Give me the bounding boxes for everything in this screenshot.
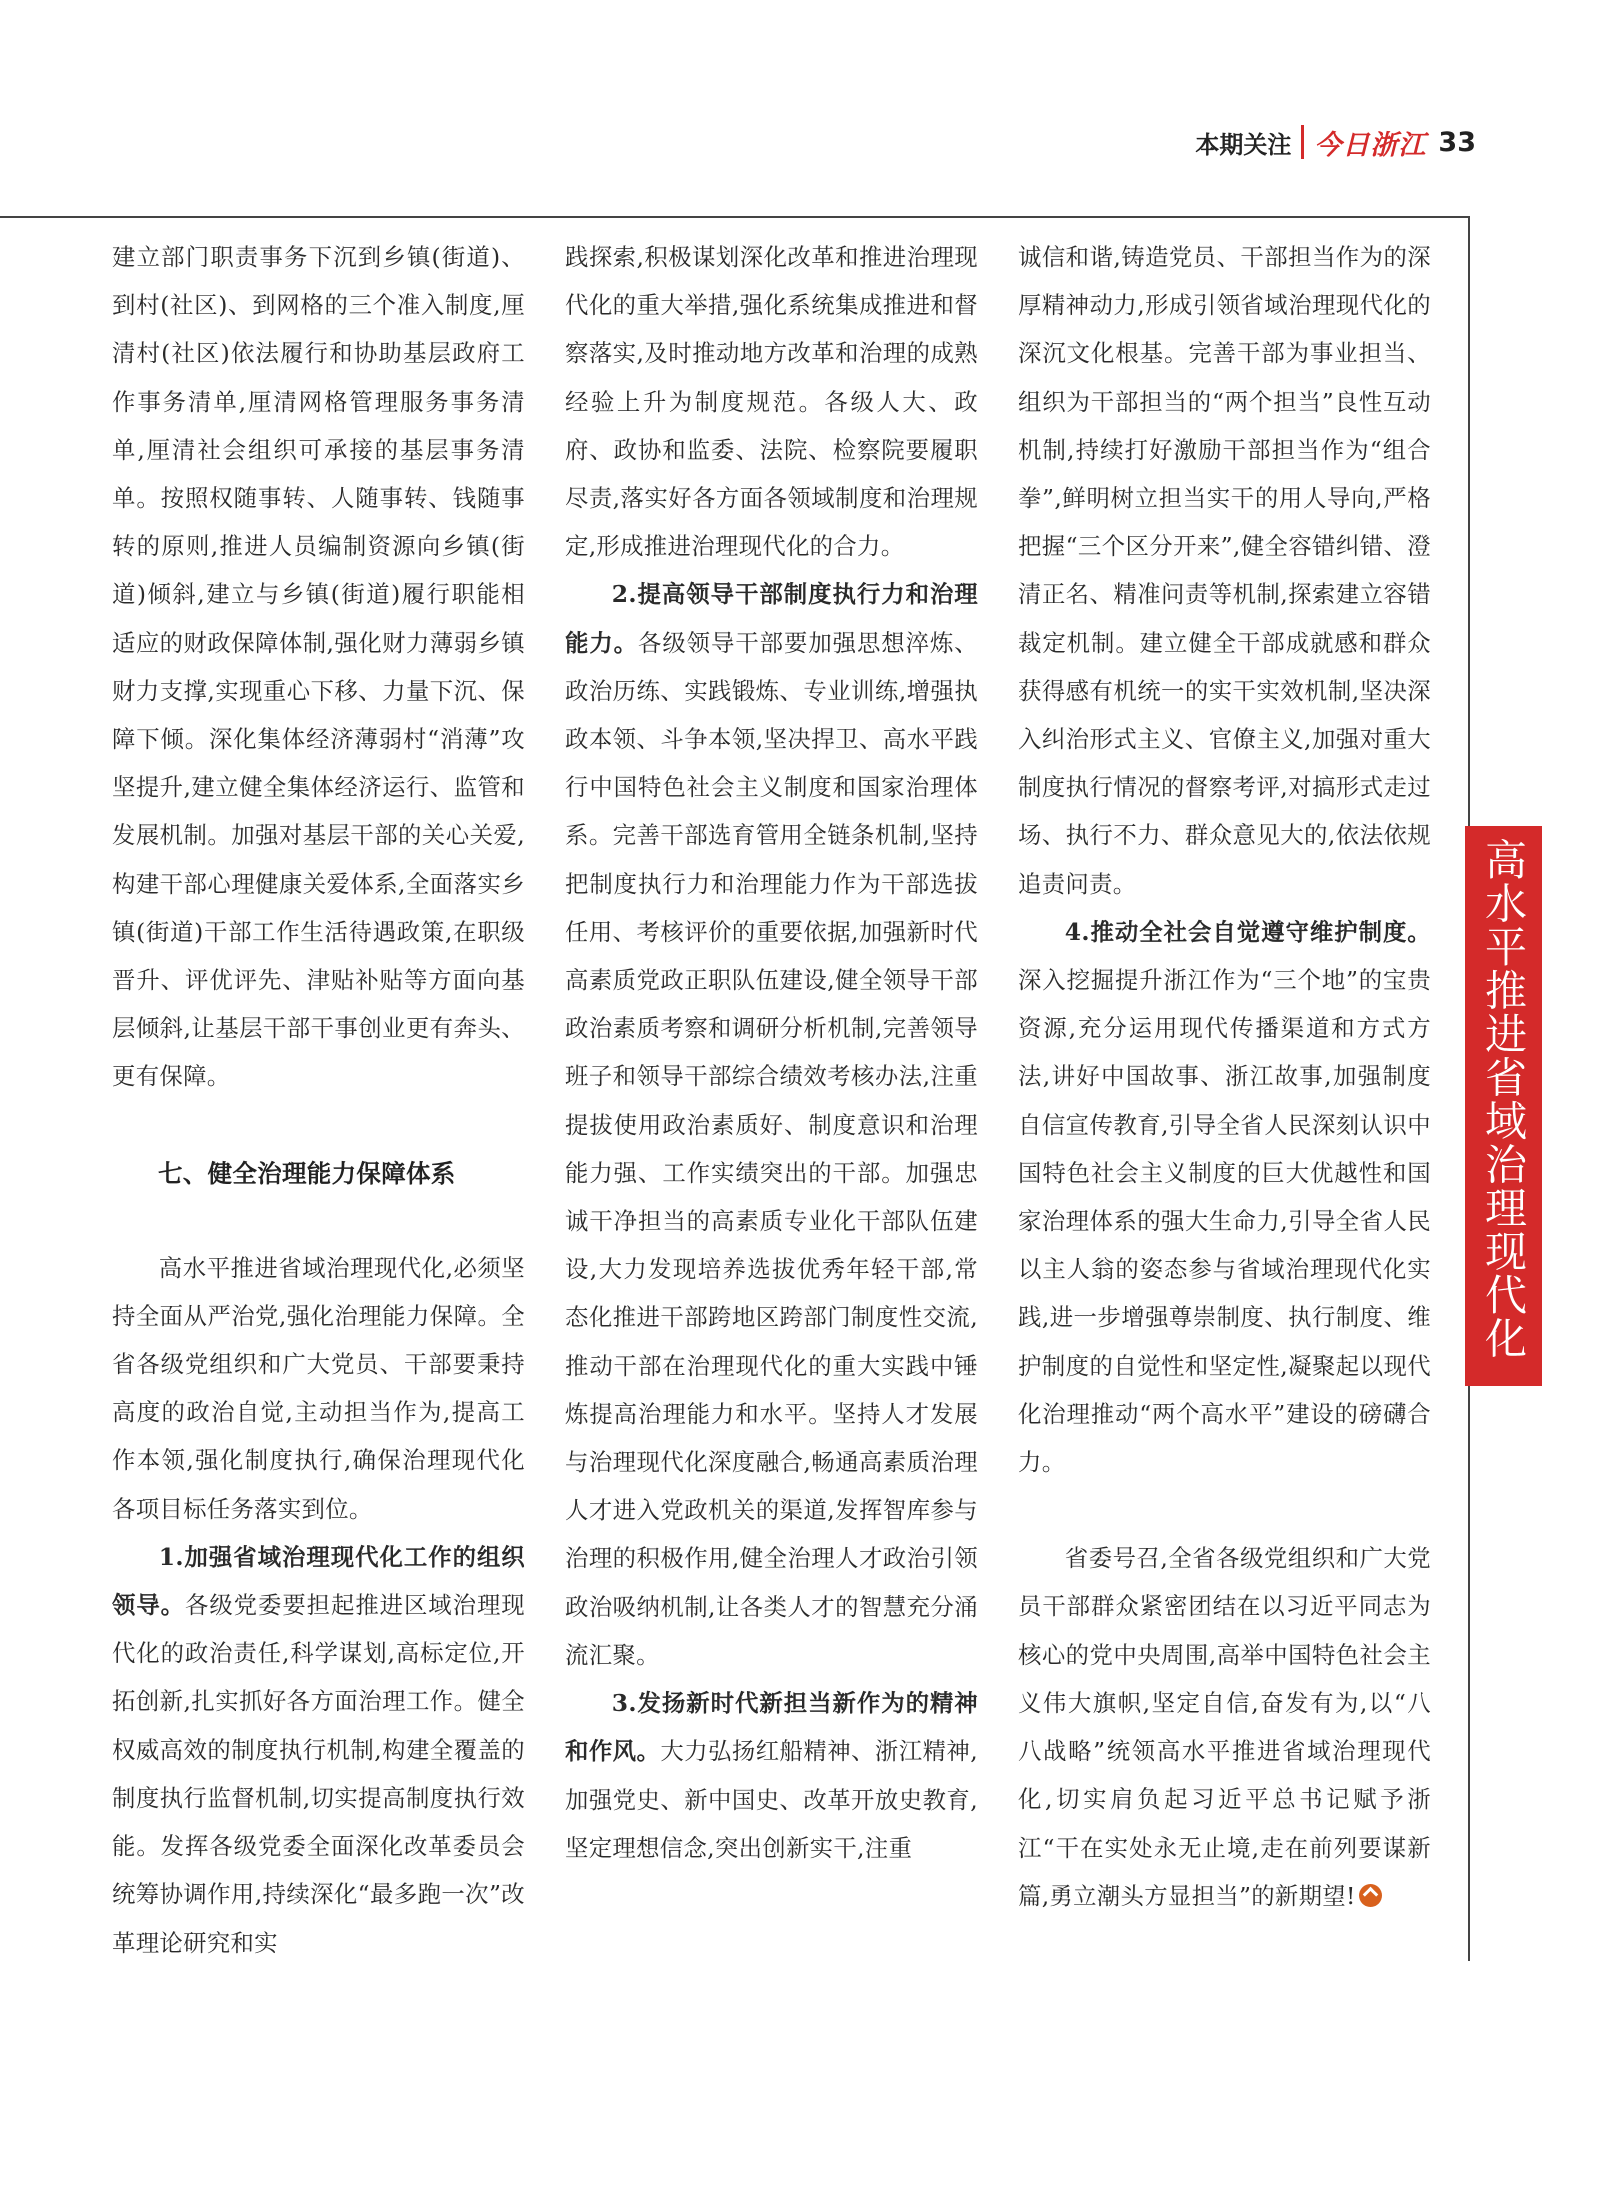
paragraph	[112, 1533, 525, 1967]
paragraph: 建立部门职责事务下沉到乡镇(街道)、到村(社区)、到网格的三个准入制度,厘清村(社区)依法履行和协助基层政府工作事务清单,厘清网格管理服务事务清单,厘清社会组织可承接的基层事务清单。按照权随事转、人随事转、钱随事转的原则,推进人员编制资源向乡镇(街道)倾斜,建立与乡镇(街道)履行职能相适应的财政保障体制,强化财力薄弱乡镇财力支撑,实现重心下移、力量下沉、保障下倾。深化集体经济薄弱村“消薄”攻坚提升,建立健全集体经济运行、监管和发展机制。加强对基层干部的关心关爱,构建干部心理健康关爱体系,全面落实乡镇(街道)干部工作生活待遇政策,在职级晋升、评优评先、津贴补贴等方面向基层倾斜,让基层干部干事创业更有奔头、更有保障。	[112, 243, 525, 1091]
paragraph-body: 各级领导干部要加强思想淬炼、政治历练、实践锻炼、专业训练,增强执政本领、斗争本领,坚决捍卫、高水平践行中国特色社会主义制度和国家治理体系。完善干部选育管用全链条机制,坚持把制度执行力和治理能力作为干部选拔任用、考核评价的重要依据,加强新时代高素质党政正职队伍建设,健全领导干部政治素质考察和调研分析机制,完善领导班子和领导干部综合绩效考核办法,注重提拔使用政治素质好、制度意识和治理能力强、工作实绩突出的干部。加强忠诚干净担当的高素质专业化干部队伍建设,大力发现培养选拔优秀年轻干部,常态化推进干部跨地区跨部门制度性交流,推动干部在治理现代化的重大实践中锤炼提高治理能力和水平。坚持人才发展与治理现代化深度融合,畅通高素质治理人才进入党政机关的渠道,发挥智库参与治理的积极作用,健全治理人才政治引领政治吸纳机制,让各类人才的智慧充分涌流汇聚。	[565, 628, 978, 1669]
end-mark-icon	[1359, 1884, 1382, 1907]
magazine-logo: 今日浙江	[1314, 129, 1427, 161]
subheading: 3.发扬新时代新担当新作为的精神和作风。	[565, 1689, 978, 1766]
header-divider	[1301, 125, 1304, 159]
paragraph-body: 深入挖掘提升浙江作为“三个地”的宝贵资源,充分运用现代传播渠道和方式方法,讲好中国故事、浙江故事,加强制度自信宣传教育,引导全省人民深刻认识中国特色社会主义制度的巨大优越性和国家治理体系的强大生命力,引导全省人民以主人翁的姿态参与省域治理现代化实践,进一步增强尊崇制度、执行制度、维护制度的自觉性和坚定性,凝聚起以现代化治理推动“两个高水平”建设的磅礴合力。	[1018, 966, 1431, 1477]
subheading: 1.加强省域治理现代化工作的组织领导。	[112, 1542, 525, 1620]
section-heading: 七、健全治理能力保障体系	[158, 1158, 456, 1188]
paragraph-body: 各级党委要担起推进区域治理现代化的政治责任,科学谋划,高标定位,开拓创新,扎实抓好各方面治理工作。健全权威高效的制度执行机制,构建全覆盖的制度执行监督机制,切实提高制度执行效能。发挥各级党委全面深化改革委员会统筹协调作用,持续深化“最多跑一次”改革理论研究和实	[112, 1591, 525, 1957]
paragraph	[565, 1679, 978, 1872]
column-3	[1018, 233, 1431, 1920]
paragraph	[1018, 1534, 1431, 1920]
paragraph-body: 大力弘扬红船精神、浙江精神,加强党史、新中国史、改革开放史教育,坚定理想信念,突出创新实干,注重	[565, 1737, 978, 1862]
side-tab-label: 高水平推进省域治理现代化	[1479, 838, 1528, 1360]
page-header	[1195, 118, 1476, 166]
section-name: 本期关注	[1195, 130, 1292, 159]
paragraph: 践探索,积极谋划深化改革和推进治理现代化的重大举措,强化系统集成推进和督察落实,及时推动地方改革和治理的成熟经验上升为制度规范。各级人大、政府、政协和监委、法院、检察院要履职尽责,落实好各方面各领域制度和治理规定,形成推进治理现代化的合力。	[565, 243, 978, 561]
paragraph	[1018, 908, 1431, 1486]
subheading: 4.推动全社会自觉遵守维护制度。	[1064, 917, 1431, 946]
paragraph	[565, 570, 978, 1679]
side-tab	[1465, 826, 1542, 1386]
page-number: 33	[1438, 126, 1476, 158]
column-2	[565, 233, 978, 1872]
paragraph-gap	[1018, 1486, 1431, 1534]
paragraph: 高水平推进省域治理现代化,必须坚持全面从严治党,强化治理能力保障。全省各级党组织和广大党员、干部要秉持高度的政治自觉,主动担当作为,提高工作本领,强化制度执行,确保治理现代化各项目标任务落实到位。	[112, 1253, 525, 1523]
column-1	[112, 233, 525, 1967]
closing-text: 省委号召,全省各级党组织和广大党员干部群众紧密团结在以习近平同志为核心的党中央周围,高举中国特色社会主义伟大旗帜,坚定自信,奋发有为,以“八八战略”统领高水平推进省域治理现代化,切实肩负起习近平总书记赋予浙江“干在实处永无止境,走在前列要谋新篇,勇立潮头方显担当”的新期望!	[1018, 1544, 1431, 1910]
top-rule	[0, 216, 1470, 218]
subheading: 2.提高领导干部制度执行力和治理能力。	[565, 580, 978, 657]
paragraph: 诚信和谐,铸造党员、干部担当作为的深厚精神动力,形成引领省域治理现代化的深沉文化根基。完善干部为事业担当、组织为干部担当的“两个担当”良性互动机制,持续打好激励干部担当作为“组合拳”,鲜明树立担当实干的用人导向,严格把握“三个区分开来”,健全容错纠错、澄清正名、精准问责等机制,探索建立容错裁定机制。建立健全干部成就感和群众获得感有机统一的实干实效机制,坚决深入纠治形式主义、官僚主义,加强对重大制度执行情况的督察考评,对搞形式走过场、执行不力、群众意见大的,依法依规追责问责。	[1018, 243, 1431, 898]
